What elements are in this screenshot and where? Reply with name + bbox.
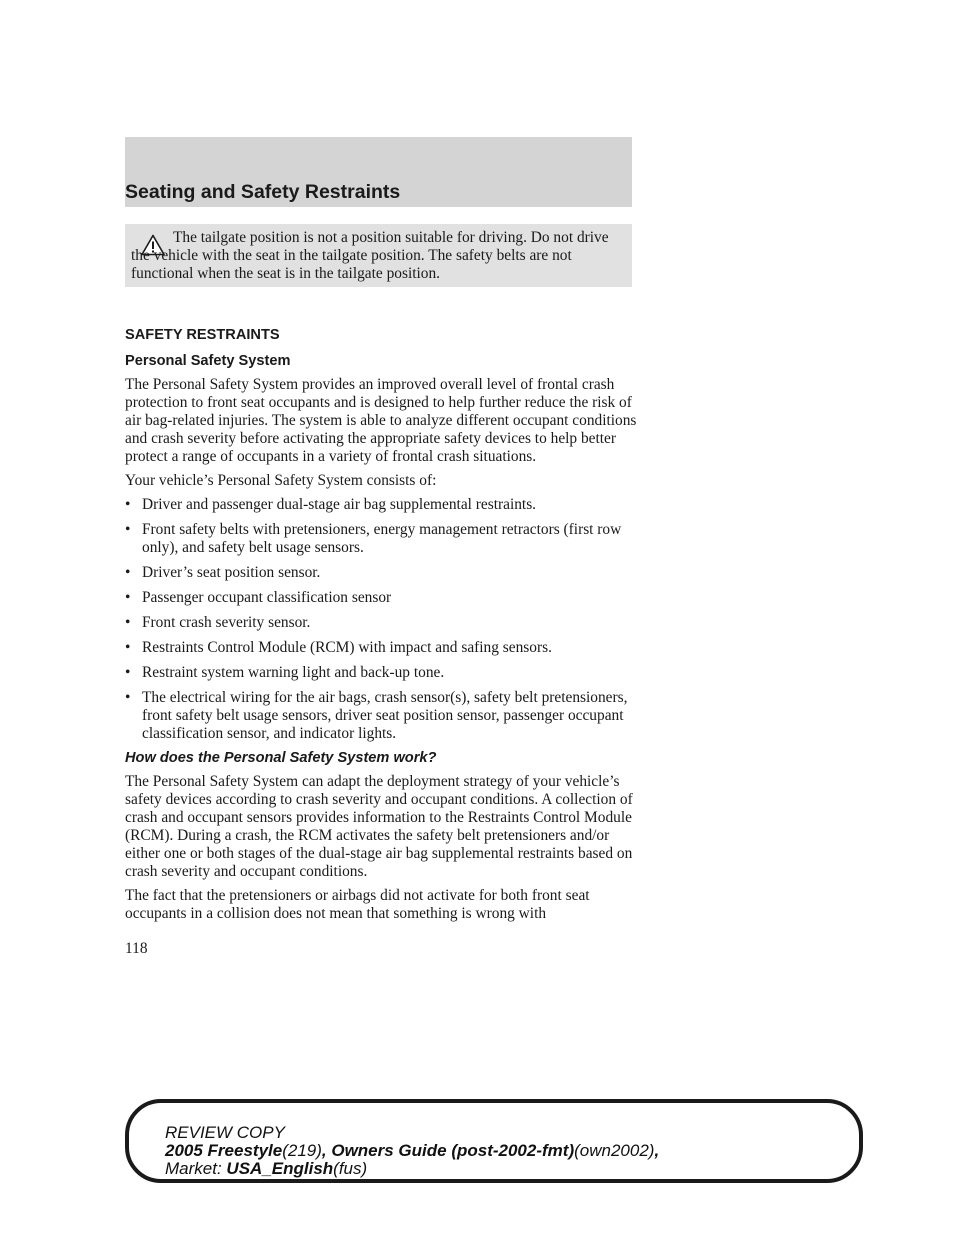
review-copy-text bbox=[165, 1124, 865, 1178]
bullet: • bbox=[125, 521, 131, 538]
list-item bbox=[125, 496, 640, 514]
list-item-text: Passenger occupant classification sensor bbox=[142, 589, 392, 606]
fact-paragraph: The fact that the pretensioners or airbags did not activate for both front seat occupants in a collision does not mean that something is wrong with bbox=[125, 887, 590, 922]
list-item-text: Driver and passenger dual-stage air bag supplemental restraints. bbox=[142, 496, 537, 513]
review-separator: , bbox=[321, 1141, 332, 1160]
review-publication-line bbox=[165, 1142, 865, 1160]
list-item bbox=[125, 689, 640, 743]
review-market-code: (fus) bbox=[333, 1159, 368, 1178]
list-item bbox=[125, 664, 640, 682]
page-number: 118 bbox=[125, 940, 148, 957]
bullet: • bbox=[125, 664, 131, 681]
review-market: USA_English bbox=[226, 1159, 334, 1178]
bullet: • bbox=[125, 614, 131, 631]
components-list bbox=[125, 496, 640, 743]
list-item-text: Restraints Control Module (RCM) with impact and safing sensors. bbox=[142, 639, 552, 656]
review-vehicle-code: (219) bbox=[282, 1141, 322, 1160]
list-item bbox=[125, 614, 640, 632]
list-item-text: Driver’s seat position sensor. bbox=[142, 564, 321, 581]
bullet: • bbox=[125, 689, 131, 706]
list-item-text: Restraint system warning light and back-up tone. bbox=[142, 664, 445, 681]
review-guide-code: (own2002) bbox=[574, 1141, 655, 1160]
section-heading: SAFETY RESTRAINTS bbox=[125, 327, 280, 343]
bullet: • bbox=[125, 639, 131, 656]
review-label: REVIEW COPY bbox=[165, 1123, 285, 1142]
how-it-works-paragraph: The Personal Safety System can adapt the deployment strategy of your vehicle’s safety devices according to crash severity and occupant conditions. A collection of crash and occupant sensors provides information to the Restraints Control Module (RCM). During a crash, the RCM activates the safety belt pretensioners and/or either one or both stages of the dual-stage air bag supplemental restraints based on crash severity and occupant conditions. bbox=[125, 773, 633, 880]
list-item-text: The electrical wiring for the air bags, crash sensor(s), safety belt pretensioners, front safety belt usage sensors, driver seat position sensor, passenger occupant classification sensor, and indicator lights. bbox=[142, 689, 628, 742]
list-item-text: Front safety belts with pretensioners, energy management retractors (first row only), and safety belt usage sensors. bbox=[142, 521, 622, 556]
subsection-heading: Personal Safety System bbox=[125, 353, 291, 369]
list-item bbox=[125, 639, 640, 657]
bullet: • bbox=[125, 564, 131, 581]
review-market-line bbox=[165, 1160, 865, 1178]
review-market-label: Market: bbox=[165, 1159, 222, 1178]
review-guide: Owners Guide (post-2002-fmt) bbox=[331, 1141, 575, 1160]
review-vehicle: 2005 Freestyle bbox=[165, 1141, 283, 1160]
consists-of-paragraph: Your vehicle’s Personal Safety System consists of: bbox=[125, 472, 437, 489]
list-item bbox=[125, 564, 640, 582]
review-separator-end: , bbox=[654, 1141, 660, 1160]
warning-text: The tailgate position is not a position suitable for driving. Do not drive the vehicle with the seat in the tailgate position. The safety belts are not functional when the seat is in the tailgate position. bbox=[131, 229, 609, 282]
question-heading: How does the Personal Safety System work? bbox=[125, 750, 437, 766]
intro-paragraph: The Personal Safety System provides an improved overall level of frontal crash protection to front seat occupants and is designed to help further reduce the risk of air bag-related injuries. The system is able to analyze different occupant conditions and crash severity before activating the appropriate safety devices to help better protect a range of occupants in a variety of frontal crash situations. bbox=[125, 376, 637, 465]
list-item bbox=[125, 521, 640, 557]
bullet: • bbox=[125, 496, 131, 513]
page-title: Seating and Safety Restraints bbox=[125, 181, 401, 203]
list-item-text: Front crash severity sensor. bbox=[142, 614, 311, 631]
list-item bbox=[125, 589, 640, 607]
bullet: • bbox=[125, 589, 131, 606]
main-content bbox=[125, 326, 640, 929]
